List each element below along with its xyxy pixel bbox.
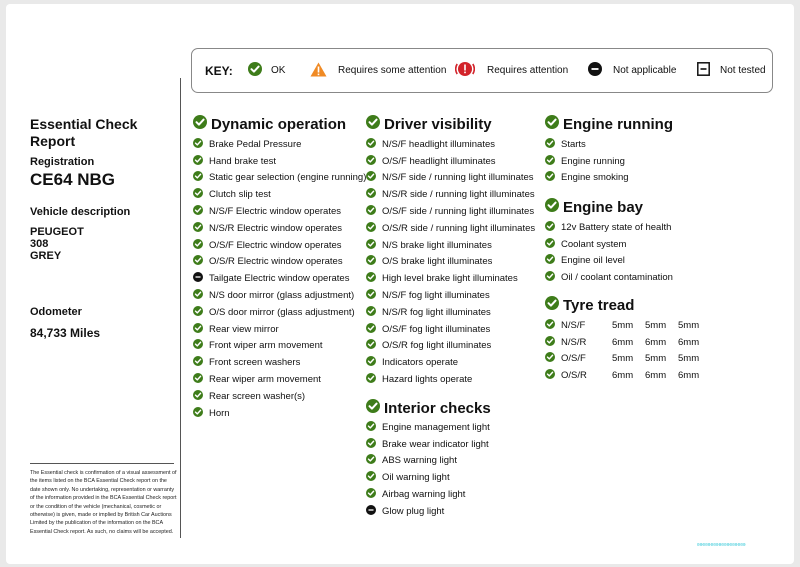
check-icon [545,296,559,314]
check-item [366,186,535,203]
check-item-label: Static gear selection (engine running) [209,172,367,184]
check-icon [366,155,376,168]
check-list [366,136,535,388]
check-item [193,371,366,388]
section-heading [545,197,673,217]
check-icon [193,255,203,268]
check-item-label: Clutch slip test [209,189,271,201]
check-icon [366,438,376,451]
check-item-label: N/S/R fog light illuminates [382,306,491,318]
check-icon [193,407,203,420]
disclaimer-text: The Essential check is confirmation of a visual assessment of the items listed on the BCA Essential Check report on the date shown only. No undertaking, representation or warranty of the information provided in the BCA Essential Check report or the condition of the vehicle (mechanical, cosmetic or otherwise) is given, made or implied by British Car Auctions Limited by the publication of the information on the BCA Essential Check report. As such, no claims will be accepted. [30,470,177,535]
tyre-position: N/S/R [561,336,587,348]
tyre-depth: 5mm [645,353,667,365]
check-icon [545,155,555,168]
key-not-applicable-label: Not applicable [613,65,677,76]
check-icon [366,138,376,151]
not-applicable-icon [588,62,602,79]
section-heading [545,295,711,315]
check-icon [366,239,376,252]
check-item [545,219,673,236]
check-item-label: O/S/F headlight illuminates [382,155,496,167]
check-item [366,270,535,287]
report-title: Essential Check Report [30,116,138,149]
check-item-label: Engine management light [382,421,490,433]
check-item [366,237,535,254]
check-icon [366,289,376,302]
check-item [193,388,366,405]
column-divider [180,78,181,538]
check-item [193,237,366,254]
not-applicable-icon [193,272,203,285]
check-item [545,236,673,253]
check-icon [366,272,376,285]
section-heading [545,114,673,134]
check-item [545,269,673,286]
check-item-label: N/S/F side / running light illuminates [382,172,534,184]
check-item-label: Indicators operate [382,357,459,369]
check-item-label: 12v Battery state of health [561,221,672,233]
check-list [545,136,673,186]
check-item-label: N/S/F headlight illuminates [382,138,495,150]
registration-label: Registration [30,156,95,168]
check-icon [193,171,203,184]
check-item [193,186,366,203]
check-item [366,304,535,321]
check-item [366,136,535,153]
tyre-depth: 5mm [612,319,634,331]
check-icon [366,488,376,501]
check-icon [366,306,376,319]
registration-value: CE64 NBG [30,170,116,189]
check-item-label: Hand brake test [209,155,277,167]
tyre-row [545,334,711,351]
key-title: KEY: [205,63,233,78]
check-item [366,170,535,187]
tyre-depth: 6mm [645,370,667,382]
check-icon [193,373,203,386]
check-item-label: Rear screen washer(s) [209,390,306,402]
check-icon [545,198,559,216]
check-item [193,153,366,170]
key-not-tested-label: Not tested [720,65,766,76]
check-item-label: Airbag warning light [382,489,466,501]
check-item [193,405,366,422]
check-icon [366,339,376,352]
section-title: Engine bay [563,198,644,216]
check-item-label: N/S/R Electric window operates [209,222,343,234]
section-dynamic-operation [193,114,366,422]
section-title: Engine running [563,115,673,133]
tyre-depth: 5mm [678,353,700,365]
section-engine-bay [545,197,673,286]
check-item-label: O/S/F side / running light illuminates [382,206,535,218]
check-item-label: O/S/R Electric window operates [209,256,343,268]
section-engine-running [545,114,673,186]
check-item [366,338,535,355]
check-icon [366,399,380,417]
warning-triangle-icon [310,62,327,80]
check-item [366,436,491,453]
vehicle-colour: GREY [30,250,62,262]
check-item [366,220,535,237]
not-tested-icon [697,62,710,79]
tyre-depth: 6mm [612,370,634,382]
check-item [193,270,366,287]
check-icon [545,336,555,349]
check-item [366,153,535,170]
check-icon [193,138,203,151]
odometer-value: 84,733 Miles [30,326,101,340]
check-icon [545,254,555,267]
check-icon [193,222,203,235]
check-item-label: Rear view mirror [209,323,279,335]
check-item-label: O/S/F fog light illuminates [382,323,491,335]
check-item [366,419,491,436]
check-icon [545,369,555,382]
tyre-row [545,351,711,368]
tyre-position: O/S/R [561,370,587,382]
check-item [366,321,535,338]
check-list [545,219,673,286]
key-some-attention-label: Requires some attention [338,65,447,76]
tyre-depth: 5mm [678,319,700,331]
check-item-label: Engine running [561,155,625,167]
check-item [545,153,673,170]
check-icon [193,115,207,133]
key-not-applicable [588,49,676,92]
check-icon [193,289,203,302]
key-some-attention [310,49,446,92]
tyre-depth: 5mm [612,353,634,365]
tyre-depth: 6mm [678,336,700,348]
tyre-position: O/S/F [561,353,586,365]
check-icon [193,155,203,168]
check-icon [193,356,203,369]
check-icon [545,171,555,184]
check-item-label: N/S door mirror (glass adjustment) [209,290,355,302]
key-attention-label: Requires attention [487,65,569,76]
key-not-tested [697,49,766,92]
check-item [193,220,366,237]
check-icon [366,205,376,218]
check-item [193,136,366,153]
check-item-label: Hazard lights operate [382,374,473,386]
check-icon [545,352,555,365]
check-item-label: Tailgate Electric window operates [209,273,350,285]
check-item-label: N/S/R side / running light illuminates [382,189,535,201]
check-item [193,203,366,220]
check-icon [545,221,555,234]
check-icon [366,356,376,369]
tyre-depth: 6mm [612,336,634,348]
key-ok-label: OK [271,65,286,76]
check-item-label: High level brake light illuminates [382,273,518,285]
check-icon [193,323,203,336]
check-item-label: O/S door mirror (glass adjustment) [209,306,355,318]
check-item [366,503,491,520]
attention-red-icon [455,61,475,80]
check-icon [193,188,203,201]
check-item [193,321,366,338]
vehicle-model: 308 [30,238,49,250]
check-item-label: O/S brake light illuminates [382,256,493,268]
tyre-depth: 6mm [645,336,667,348]
check-item-label: Horn [209,407,230,419]
section-driver-visibility [366,114,535,388]
check-item [366,453,491,470]
check-item [193,287,366,304]
key-legend [191,48,773,93]
check-icon [366,188,376,201]
check-icon [366,222,376,235]
check-item [193,354,366,371]
check-item [366,469,491,486]
section-interior-checks [366,398,491,520]
section-title: Driver visibility [384,115,492,133]
check-item-label: Oil warning light [382,472,450,484]
check-icon [366,255,376,268]
check-icon [366,171,376,184]
check-item [545,136,673,153]
check-item [545,253,673,270]
check-icon [366,454,376,467]
not-applicable-icon [366,505,376,518]
check-item [545,170,673,187]
section-heading [366,114,535,134]
check-item-label: N/S/F fog light illuminates [382,290,490,302]
check-icon [193,390,203,403]
check-item-label: Starts [561,138,586,150]
section-title: Dynamic operation [211,115,347,133]
tyre-depth: 5mm [645,319,667,331]
check-item-label: ABS warning light [382,455,457,467]
vehicle-make: PEUGEOT [30,226,84,238]
check-item [366,486,491,503]
check-icon [545,319,555,332]
check-item [366,203,535,220]
check-icon [545,238,555,251]
tyre-depth: 6mm [678,370,700,382]
check-icon [366,373,376,386]
check-item [366,254,535,271]
check-item-label: O/S/F Electric window operates [209,239,342,251]
check-icon [193,239,203,252]
tyre-position: N/S/F [561,319,586,331]
check-item-label: Brake wear indicator light [382,438,489,450]
check-icon [545,271,555,284]
check-icon [366,115,380,133]
check-item-label: Rear wiper arm movement [209,374,321,386]
check-icon [366,421,376,434]
check-item [366,354,535,371]
section-title: Tyre tread [563,296,635,314]
vehicle-description-label: Vehicle description [30,206,131,218]
section-tyre-tread [545,295,711,384]
check-icon [193,205,203,218]
check-item-label: Engine smoking [561,172,629,184]
check-item-label: N/S brake light illuminates [382,239,492,251]
check-list [366,419,491,520]
check-item [366,287,535,304]
check-icon [193,306,203,319]
vehicle-panel [30,116,180,340]
odometer-label: Odometer [30,306,82,318]
check-item-label: Coolant system [561,238,627,250]
check-item-label: Brake Pedal Pressure [209,138,302,150]
check-icon [248,62,262,79]
check-item [193,304,366,321]
check-item-label: Oil / coolant contamination [561,272,673,284]
check-icon [366,471,376,484]
key-attention [455,49,568,92]
check-list [193,136,366,422]
check-item [366,371,535,388]
tyre-row [545,317,711,334]
check-item [193,254,366,271]
check-item [193,170,366,187]
check-item-label: Glow plug light [382,505,445,517]
check-item-label: Front wiper arm movement [209,340,323,352]
check-item-label: Engine oil level [561,255,625,267]
footer-code: 000000000000000000 [697,543,746,548]
check-item-label: O/S/R fog light illuminates [382,340,492,352]
section-title: Interior checks [384,399,491,417]
check-icon [193,339,203,352]
check-item-label: Front screen washers [209,357,301,369]
tyre-table [545,317,711,384]
check-icon [545,138,555,151]
section-heading [366,398,491,418]
check-item [193,338,366,355]
check-item-label: O/S/R side / running light illuminates [382,222,536,234]
disclaimer-divider [30,463,174,464]
check-icon [545,115,559,133]
check-item-label: N/S/F Electric window operates [209,206,341,218]
key-ok [248,49,285,92]
check-icon [366,323,376,336]
section-heading [193,114,366,134]
tyre-row [545,367,711,384]
